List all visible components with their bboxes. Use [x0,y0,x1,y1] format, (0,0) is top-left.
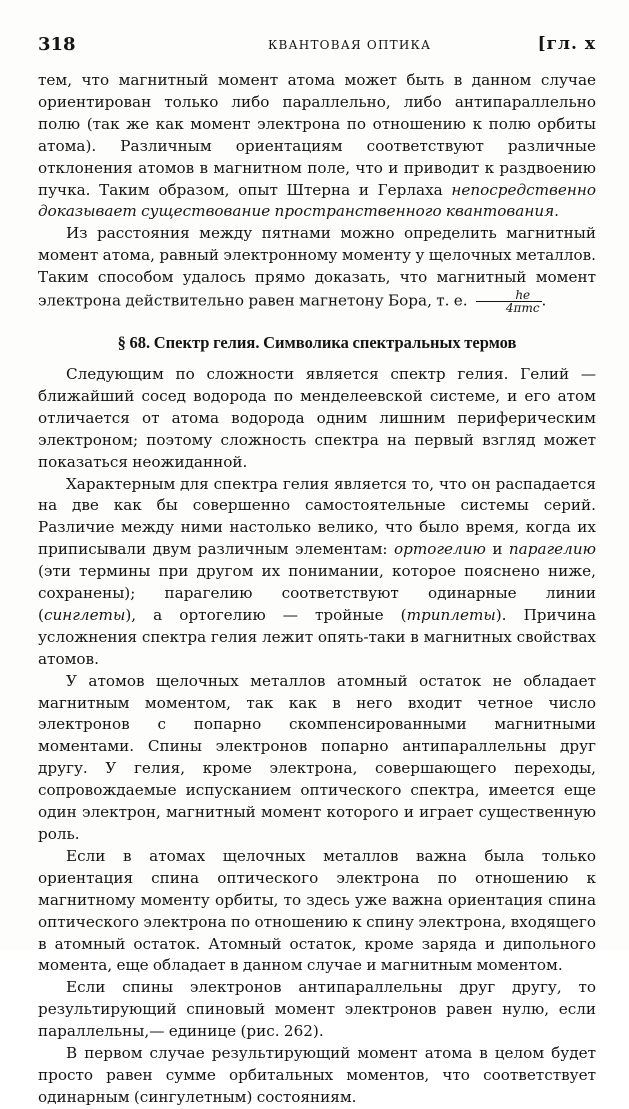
italic-term: парагелию [508,540,596,559]
paragraph: Если спины электронов антипараллельны друг другу, то результирующий спиновый момент электронов равен нулю, если параллельны,— единице (рис. 262). [38,978,596,1041]
paragraph-text: ), а ортогелию — тройные ( [125,605,407,624]
paragraph: У атомов щелочных металлов атомный остаток не обладает магнитным моментом, так как в него входит четное число электронов с попарно скомпенсированными магнитными моментами. Спины электронов попарно антипараллельны друг другу. У гелия, кроме электрона, совершающего переходы, сопровождаемые испусканием оптического спектра, имеется еще один электрон, магнитный момент которого и играет существенную роль. [38,671,596,843]
paragraph-text: и [485,540,509,559]
paragraph-text: . [554,202,559,221]
italic-emphasis: непосредственно доказывает существование пространственного квантования [38,180,596,221]
paragraph-bohr-magneton [38,223,596,314]
section-heading: § 68. Спектр гелия. Символика спектральных термов [117,333,517,353]
paragraph: В первом случае результирующий момент атома в целом будет просто равен сумме орбитальных моментов, что соответствует одинарным (сингулетным) состояниям. [38,1044,596,1106]
fraction-numerator: he [476,289,542,302]
bohr-magneton-fraction [476,289,542,314]
italic-term: ортогелию [393,540,486,559]
paragraph-orthohelium [38,474,596,671]
fraction-denominator: 4πmc [505,301,540,316]
paragraph-text: тем, что магнитный момент атома может быть в данном случае ориентирован только либо параллельно, либо антипараллельно полю (так же как момент электрона по отношению к полю орбиты атома). Различным ориентациям соответствуют различные отклонения атомов в магнитном поле, что и приводит к раздвоению пучка. Таким образом, опыт Штерна и Герлаха [38,71,596,199]
body-text [38,70,596,1109]
chapter-marker: [гл. x [537,34,596,54]
paragraph-text: Характерным для спектра гелия является то, что он распадается на две как бы совершенно самостоятельные системы серий. Различие между ними настолько велико, что было время, когда их приписывали двум различным элементам: [38,474,596,559]
paragraph: Если в атомах щелочных металлов важна была только ориентация спина оптического электрона по отношению к магнитному моменту орбиты, то здесь уже важна ориентация спина оптического электрона по отношению к спину электрона, входящего в атомный остаток. Атомный остаток, кроме заряда и дипольного момента, еще обладает в данном случае и магнитным моментом. [38,846,596,975]
page-number: 318 [38,34,76,55]
italic-term: триплеты [406,605,496,624]
paragraph: Следующим по сложности является спектр гелия. Гелий — ближайший сосед водорода по менделеевской системе, и его атом отличается от атома водорода одним лишним периферическим электроном; поэтому сложность спектра на первый взгляд может показаться неожиданной. [38,364,596,471]
paragraph-text: . [541,291,547,310]
paragraph-continued [38,70,596,223]
italic-term: синглеты [43,605,126,624]
paragraph-text: (эти термины при другом их понимании, которое пояснено ниже, сохранены); парагелию соответствуют одинарные линии ( [38,562,596,624]
page-header [38,34,596,58]
running-title: КВАНТОВАЯ ОПТИКА [268,38,432,52]
paragraph-text: Из расстояния между пятнами можно определить магнитный момент атома, равный электронному моменту у щелочных металлов. Таким способом удалось прямо доказать, что магнитный момент электрона действительно равен магнетону Бора, т. е. [38,224,596,310]
paragraph-text: ). Причина усложнения спектра гелия лежит опять-таки в магнитных свойствах атомов. [38,605,596,668]
